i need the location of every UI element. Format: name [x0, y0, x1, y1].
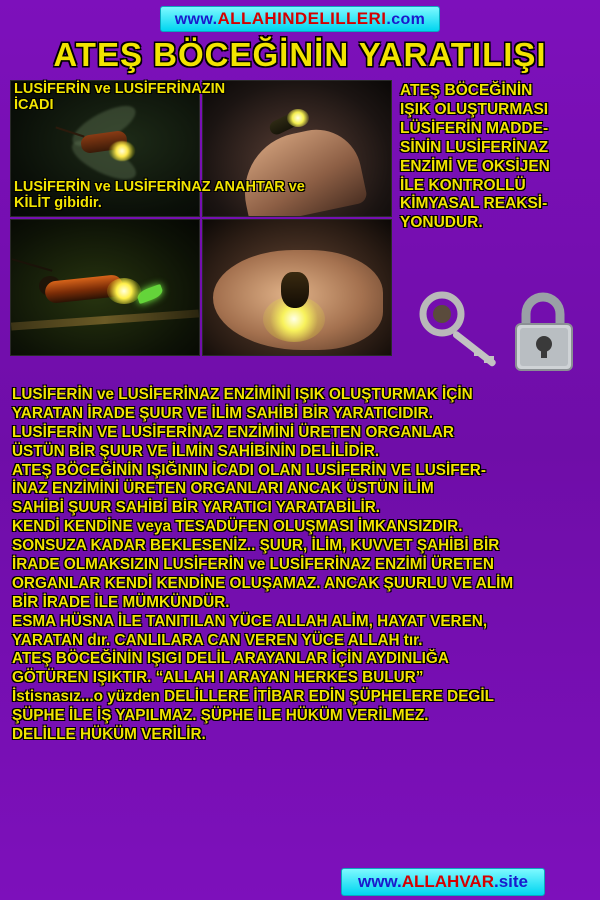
- url-domain-part: ALLAHINDELILLERI: [217, 9, 387, 28]
- body-line: YARATAN İRADE ŞUUR VE İLİM SAHİBİ BİR YARATICIDIR.: [12, 404, 433, 422]
- footer-tld-part: .site: [493, 872, 528, 891]
- body-line: ORGANLAR KENDİ KENDİNE OLUŞAMAZ. ANCAK ŞUURLU VE ALİM: [12, 574, 514, 592]
- firefly-body: [281, 272, 309, 308]
- label-line-1: LUSİFERİN ve LUSİFERİNAZ ANAHTAR ve: [14, 179, 305, 195]
- right-line: SİNİN LUSİFERİNAZ: [400, 138, 549, 156]
- photo-firefly-on-twig: [10, 219, 200, 356]
- url-tld-part: .com: [386, 11, 426, 28]
- top-url-bar: [0, 0, 600, 34]
- photo-collage: [10, 80, 590, 380]
- label-line-2: İCADI: [14, 96, 54, 113]
- right-column-text: [400, 82, 600, 233]
- body-line: ŞÜPHE İLE İŞ YAPILMAZ. ŞÜPHE İLE HÜKÜM VERİLMEZ.: [12, 707, 429, 725]
- key-and-padlock-illustration: [408, 280, 598, 375]
- body-line: GÖTÜREN IŞIKTIR. “ALLAH I ARAYAN HERKES BULUR”: [12, 669, 424, 687]
- label-lusiferin-icadi: [14, 82, 225, 114]
- key-icon: [423, 295, 497, 368]
- body-line: İstisnasız...o yüzden DELİLLERE İTİBAR EDİN ŞÜPHELERE DEGİL: [12, 688, 494, 706]
- right-line: LÜSİFERİN MADDE-: [400, 119, 549, 137]
- firefly-glow: [107, 278, 141, 304]
- footer-www-part: www.: [357, 872, 402, 891]
- right-line: IŞIK OLUŞTURMASI: [400, 100, 549, 118]
- firefly-glow: [287, 109, 309, 127]
- firefly-glow: [109, 141, 135, 161]
- label-line-2: KİLİT gibidir.: [14, 194, 102, 211]
- footer: [0, 868, 600, 896]
- body-line: YARATAN dır. CANLILARA CAN VEREN YÜCE ALLAH tır.: [12, 631, 423, 649]
- right-line: KİMYASAL REAKSİ-: [400, 195, 548, 213]
- photo-firefly-in-palm: [202, 219, 392, 356]
- body-line: ATEŞ BÖCEĞİNİN IŞIĞININ İCADI OLAN LUSİFERİN VE LUSİFER-: [12, 461, 486, 479]
- url-www-part: www.: [174, 11, 218, 28]
- right-line: YONUDUR.: [400, 214, 483, 232]
- label-line-1: LUSİFERİN ve LUSİFERİNAZIN: [14, 81, 226, 97]
- firefly-antenna: [12, 258, 53, 271]
- right-line: İLE KONTROLLÜ: [400, 176, 526, 194]
- body-line: SONSUZA KADAR BEKLESENİZ.. ŞUUR, İLİM, KUVVET ŞAHİBİ BİR: [12, 537, 500, 555]
- body-line: LUSİFERİN VE LUSİFERİNAZ ENZİMİNİ ÜRETEN ORGANLAR: [12, 423, 454, 441]
- body-line: KENDİ KENDİNE veya TESADÜFEN OLUŞMASI İMKANSIZDIR.: [12, 518, 463, 536]
- padlock-icon: [516, 297, 572, 370]
- twig: [11, 309, 199, 330]
- body-line: ÜSTÜN BİR ŞUUR VE İLMİN SAHİBİNİN DELİLİDİR.: [12, 442, 380, 460]
- body-text: [12, 386, 590, 745]
- page-title: ATEŞ BÖCEĞİNİN YARATILIŞI: [53, 36, 547, 73]
- right-line: ENZİMİ VE OKSİJEN: [400, 157, 550, 175]
- site-url-footer[interactable]: [341, 868, 545, 896]
- body-line: LUSİFERİN ve LUSİFERİNAZ ENZİMİNİ IŞIK OLUŞTURMAK İÇİN: [12, 386, 473, 403]
- body-line: SAHİBİ ŞUUR SAHİBİ BİR YARATICI YARATABİLİR.: [12, 499, 381, 517]
- right-line: ATEŞ BÖCEĞİNİN: [400, 82, 533, 99]
- footer-domain-part: ALLAHVAR: [401, 872, 494, 891]
- body-line: BİR İRADE İLE MÜMKÜNDÜR.: [12, 593, 230, 611]
- body-line: ESMA HÜSNA İLE TANITILAN YÜCE ALLAH ALİM, HAYAT VEREN,: [12, 612, 488, 630]
- body-line: DELİLLE HÜKÜM VERİLİR.: [12, 726, 206, 744]
- body-line: İRADE OLMAKSIZIN LUSİFERİN ve LUSİFERİNAZ ENZİMİ ÜRETEN: [12, 556, 494, 574]
- body-line: İNAZ ENZİMİNİ ÜRETEN ORGANLARI ANCAK ÜSTÜN İLİM: [12, 480, 434, 498]
- label-anahtar-kilit: [14, 180, 305, 212]
- site-url-top[interactable]: [160, 6, 441, 32]
- body-line: ATEŞ BÖCEĞİNİN IŞIGI DELİL ARAYANLAR İÇİN AYDINLIĞA: [12, 650, 449, 668]
